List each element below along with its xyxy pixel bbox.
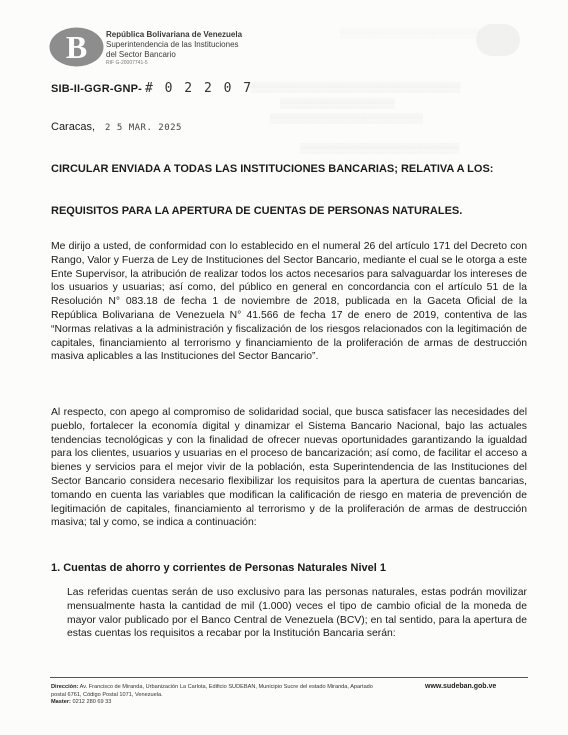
institution-name xyxy=(106,30,242,67)
bleed-line: ▒▒▒▒▒▒▒▒▒▒▒▒▒▒▒▒▒▒ xyxy=(280,98,395,108)
institution-line1: República Bolivariana de Venezuela xyxy=(106,30,243,39)
section-heading: 1. Cuentas de ahorro y corrientes de Personas Naturales Nivel 1 xyxy=(51,562,387,574)
footer-address xyxy=(51,684,381,707)
phone-number: 0212 280 69 33 xyxy=(72,699,112,705)
date-stamp: 2 5 MAR. 2025 xyxy=(105,123,182,133)
bleed-line: ░░░░░░░░░░░░░░░░░░░░░░ xyxy=(340,28,481,38)
circular-subject: REQUISITOS PARA LA APERTURA DE CUENTAS DE PERSONAS NATURALES. xyxy=(51,205,463,217)
circular-title: CIRCULAR ENVIADA A TODAS LAS INSTITUCIONES BANCARIAS; RELATIVA A LOS: xyxy=(51,163,494,175)
footer-divider xyxy=(50,677,528,678)
svg-text:B: B xyxy=(65,29,88,65)
website-link[interactable]: www.sudeban.gob.ve xyxy=(425,683,497,690)
phone-label: Master: xyxy=(51,699,71,705)
bleed-through-logo xyxy=(476,24,520,56)
document-date xyxy=(51,121,182,133)
institution-line3: del Sector Bancario xyxy=(106,50,176,59)
section-paragraph: Las referidas cuentas serán de uso exclusivo para las personas naturales, estas podrán movilizar mensualmente hasta la cantidad de mil (1.000) veces el tipo de cambio oficial de la moneda de mayor valor publicado por el Banco Central de Venezuela (BCV); en tal sentido, para la apertura de estas cuentas los requisitos a recabar por la Institución Bancaria serán: xyxy=(67,587,527,640)
date-city: Caracas, xyxy=(51,121,96,133)
paragraph-purpose: Al respecto, con apego al compromiso de solidaridad social, que busca satisfacer las necesidades del pueblo, fortalecer la economía digital y dinamizar el Sistema Bancario Nacional, bajo las actuales tendencias tecnológicas y con la finalidad de ofrecer nuevas oportunidades garantizando la igualdad para los clientes, usuarios y usuarias en el proceso de bancarización; así como, de facilitar el acceso a bienes y servicios para el mejor vivir de la población, esta Superintendencia de las Instituciones del Sector Bancario considera necesario flexibilizar los requisitos para la apertura de cuentas bancarias, tomando en cuenta las variables que modifican la calificación de riesgo en materia de prevención de legitimación de capitales, financiamiento al terrorismo y de la proliferación de armas de destrucción masiva; tal y como, se indica a continuación: xyxy=(51,407,527,529)
address-label: Dirección: xyxy=(51,684,79,690)
address-text: Av. Francisco de Miranda, Urbanización La Carlota, Edificio SUDEBAN, Municipio Sucre del estado Miranda, Apartado postal 6761, Código Postal 1071, Venezuela. xyxy=(51,684,373,698)
reference-number xyxy=(51,81,253,96)
institution-rif: RIF G-20007741-5 xyxy=(106,60,148,66)
sudeban-logo-icon xyxy=(49,27,104,67)
bleed-line: ▒▒▒▒▒▒▒▒▒▒▒▒▒▒▒▒▒▒▒▒▒▒▒▒▒▒▒▒▒▒▒▒▒ xyxy=(250,82,461,92)
institution-line2: Superintendencia de las Instituciones xyxy=(106,40,239,49)
paragraph-legal-basis: Me dirijo a usted, de conformidad con lo establecido en el numeral 26 del artículo 171 del Decreto con Rango, Valor y Fuerza de Ley de Instituciones del Sector Bancario, mediante el cual se le otorga a este Ente Supervisor, la atribución de realizar todos los actos necesarios para salvaguardar los intereses de los usuarios y usuarias; así como, del público en general en concordancia con el artículo 51 de la Resolución N° 083.18 de fecha 1 de noviembre de 2018, publicada en la Gaceta Oficial de la República Bolivariana de Venezuela N° 41.566 de fecha 17 de enero de 2019, contentiva de las “Normas relativas a la administración y fiscalización de los riesgos relacionados con la legitimación de capitales, financiamiento al terrorismo y financiamiento de la proliferación de armas de destrucción masiva aplicables a las Instituciones del Sector Bancario”. xyxy=(51,241,527,363)
bleed-line: ▒▒▒▒▒▒▒▒▒▒▒▒▒▒▒▒▒▒▒▒▒▒▒▒▒ xyxy=(300,143,460,153)
reference-code: SIB-II-GGR-GNP- xyxy=(51,83,142,95)
reference-stamp-number: # 0 2 2 0 7 xyxy=(145,81,254,96)
bleed-line: ▒▒▒▒▒▒▒▒▒▒▒▒▒▒▒▒▒▒▒▒▒▒▒▒ xyxy=(270,113,424,123)
